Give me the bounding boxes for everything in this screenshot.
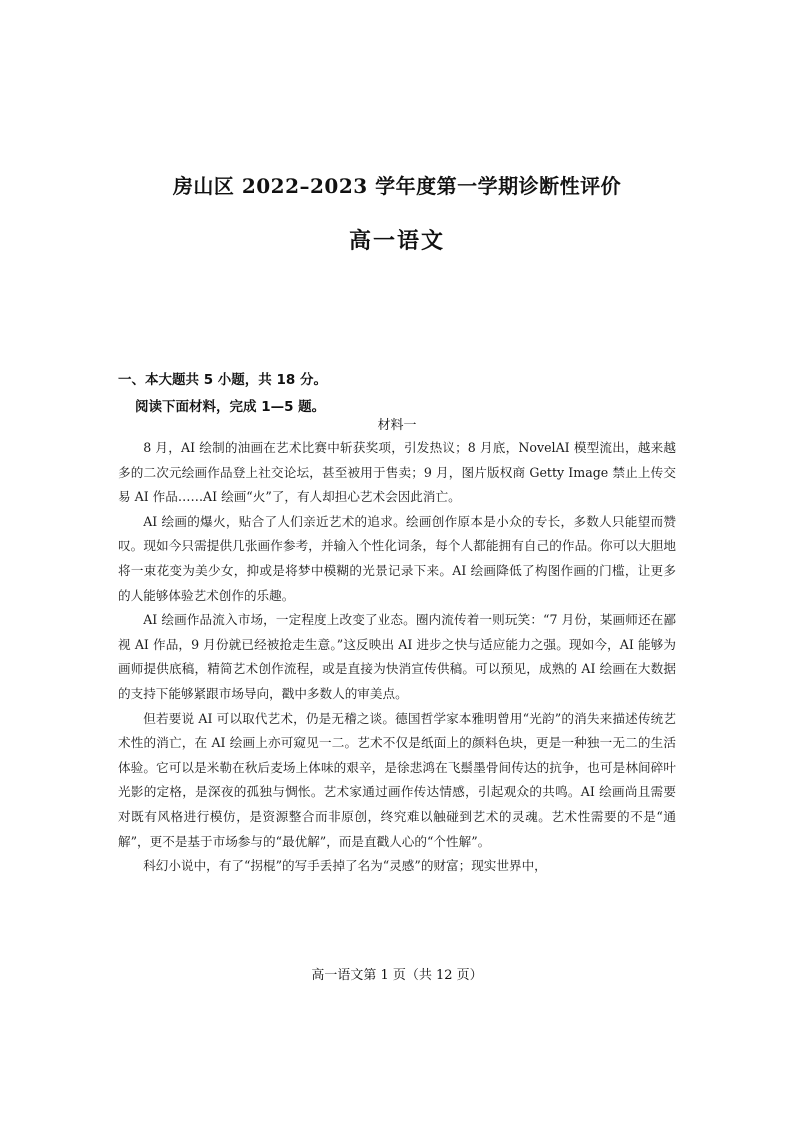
subject-title: 高一语文 — [348, 228, 445, 254]
paragraph: 但若要说 AI 可以取代艺术，仍是无稽之谈。德国哲学家本雅明曾用“光韵”的消失来描述传统艺术性的消亡，在 AI 绘画上亦可窥见一二。艺术不仅是纸面上的颜料色块，更是一种独一无二的生活体验。它可以是米勒在秋后麦场上体味的艰辛，是徐悲鸿在飞鬃墨骨间传达的抗争，也可是林间碎叶光影的定格，是深夜的孤独与惆怅。艺术家通过画作传达情感，引起观众的共鸣。AI 绘画尚且需要对既有风格进行模仿，是资源整合而非原创，终究难以触碰到艺术的灵魂。艺术性需要的不是“通解”，更不是基于市场参与的“最优解”，而是直戳人心的“个性解”。 — [118, 710, 676, 849]
paragraph: 8 月，AI 绘制的油画在艺术比赛中斩获奖项，引发热议；8 月底，NovelAI 模型流出，越来越多的二次元绘画作品登上社交论坛，甚至被用于售卖；9 月，图片版权商 Getty Image 禁止上传交易 AI 作品……AI 绘画“火”了，有人却担心艺术会因此消亡。 — [118, 440, 676, 505]
paragraph: AI 绘画的爆火，贴合了人们亲近艺术的追求。绘画创作原本是小众的专长，多数人只能望而赞叹。现如今只需提供几张画作参考，并输入个性化词条，每个人都能拥有自己的作品。你可以大胆地将一束花变为美少女，抑或是将梦中模糊的光景记录下来。AI 绘画降低了构图作画的门槛，让更多的人能够体验艺术创作的乐趣。 — [118, 513, 676, 603]
exam-title: 房山区 2022–2023 学年度第一学期诊断性评价 — [172, 174, 622, 198]
material-body — [118, 436, 676, 879]
reading-instruction: 阅读下面材料，完成 1—5 题。 — [135, 399, 326, 415]
page-footer: 高一语文第 1 页（共 12 页） — [311, 968, 483, 983]
material-title: 材料一 — [377, 418, 417, 433]
paragraph: 科幻小说中，有了“拐棍”的写手丢掉了名为“灵感”的财富；现实世界中， — [143, 858, 547, 874]
paragraph: AI 绘画作品流入市场，一定程度上改变了业态。圈内流传着一则玩笑：“7 月份，某画师还在鄙视 AI 作品，9 月份就已经被抢走生意。”这反映出 AI 进步之快与适应能力之强。现如今，AI 能够为画师提供底稿，精简艺术创作流程，或是直接为快消宣传供稿。可以预见，成熟的 AI 绘画在大数据的支持下能够紧跟市场导向，戳中多数人的审美点。 — [118, 612, 676, 701]
section-heading: 一、本大题共 5 小题，共 18 分。 — [118, 372, 327, 388]
